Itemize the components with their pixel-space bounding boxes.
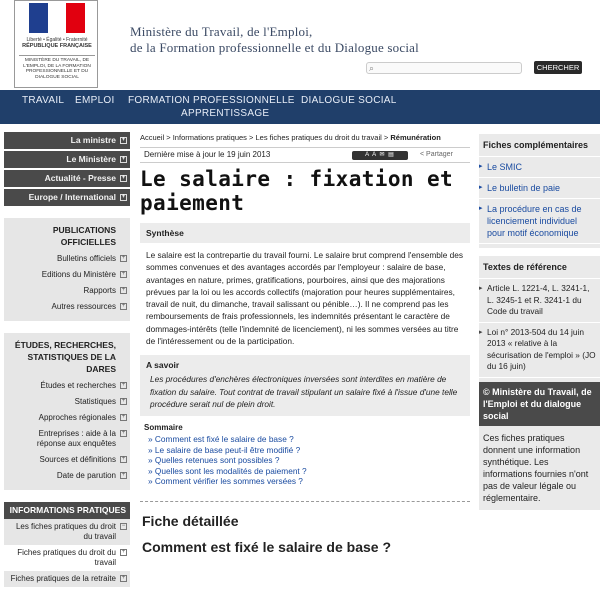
ministry-logo[interactable]: [14, 0, 98, 88]
site-title-line1: Ministère du Travail, de l'Emploi,: [130, 24, 313, 39]
minus-icon: −: [121, 523, 126, 529]
sidebar-item-date-parution[interactable]: [4, 468, 130, 484]
search-icon: ⌕: [369, 63, 375, 73]
sidebar-item-label: Approches régionales: [38, 413, 116, 422]
sidebar-item-fiches-droit[interactable]: [4, 519, 130, 545]
reference-item[interactable]: ▸ Loi n° 2013-504 du 14 juin 2013 « relative à la sécurisation de l'emploi » (JO du 16 juin): [479, 323, 600, 378]
sidebar-item-label: Le Ministère: [66, 154, 116, 164]
sommaire-link[interactable]: » Comment est fixé le salaire de base ?: [148, 434, 294, 445]
sidebar-item-label: Fiches pratiques de la retraite: [10, 574, 116, 583]
sommaire-title: Sommaire: [144, 423, 183, 433]
a-savoir-title: A savoir: [146, 360, 180, 371]
sidebar-item-label: Sources et définitions: [39, 455, 116, 464]
sidebar-item-autres-ressources[interactable]: [4, 299, 130, 315]
sidebar-item-entreprises[interactable]: [4, 426, 130, 452]
search-button[interactable]: CHERCHER: [534, 61, 582, 74]
publications-title: PUBLICATIONS OFFICIELLES: [52, 225, 116, 247]
sidebar-item-label: Fiches pratiques du droit du travail: [17, 548, 116, 567]
sommaire-link[interactable]: » Quelles retenues sont possibles ?: [148, 455, 280, 466]
plus-icon: +: [121, 303, 126, 309]
etudes-title: ÉTUDES, RECHERCHES, STATISTIQUES DE LA DARES: [14, 340, 116, 374]
plus-icon: +: [121, 575, 126, 581]
sommaire-link-label: Comment vérifier les sommes versées ?: [154, 476, 303, 487]
right-sidebar: [479, 134, 600, 510]
sommaire: [140, 422, 470, 487]
search-input[interactable]: [366, 62, 522, 74]
sidebar-item-label: Bulletins officiels: [57, 254, 116, 263]
logo-ministry-name: MINISTÈRE DU TRAVAIL, DE L'EMPLOI, DE LA FORMATION PROFESSIONNELLE ET DU DIALOGUE SOCIAL: [19, 55, 95, 80]
a-savoir-text: Les procédures d'enchères électroniques inversées sont interdites en matière de fixation du salaire. Tout contrat de travail stipulant un salaire fixé à l'issue d'une telle procédure serait nul de plein droit.: [150, 374, 458, 409]
sidebar-item-label: Statistiques: [74, 397, 116, 406]
breadcrumb-path[interactable]: Accueil > Informations pratiques > Les fiches pratiques du droit du travail >: [140, 133, 391, 142]
plus-icon: +: [121, 175, 126, 181]
plus-icon: +: [121, 472, 126, 478]
nav-item-dialogue-social[interactable]: DIALOGUE SOCIAL: [301, 95, 397, 106]
plus-icon: +: [121, 430, 126, 436]
section-heading: Comment est fixé le salaire de base ?: [142, 538, 391, 555]
sommaire-link[interactable]: » Quelles sont les modalités de paiement ?: [148, 465, 307, 476]
main-nav: [0, 90, 600, 124]
sidebar-item-la-ministre[interactable]: [4, 132, 130, 149]
textes-reference: [479, 256, 600, 382]
sidebar-item-label: Études et recherches: [40, 381, 116, 390]
publications-box: [4, 218, 130, 321]
sidebar-item-sources[interactable]: [4, 452, 130, 468]
sidebar-item-label: Rapports: [83, 286, 116, 295]
sidebar-item-rapports[interactable]: [4, 283, 130, 299]
sidebar-item-label: Entreprises : aide à la réponse aux enquêtes: [36, 429, 116, 448]
nav-item-emploi[interactable]: EMPLOI: [75, 95, 115, 106]
plus-icon: +: [121, 137, 126, 143]
share-label: Partager: [426, 151, 453, 158]
sidebar-item-label: Europe / International: [28, 192, 116, 202]
sommaire-link[interactable]: » Le salaire de base peut-il être modifié ?: [148, 444, 301, 455]
sommaire-link-label: Quelles retenues sont possibles ?: [154, 455, 280, 466]
plus-icon: +: [121, 156, 126, 162]
synthese-heading: Synthèse: [140, 223, 470, 243]
link-smic[interactable]: ▸ Le SMIC: [479, 157, 600, 178]
infos-box: [4, 502, 130, 587]
copyright-heading: © Ministère du Travail, de l'Emploi et du dialogue social: [479, 382, 600, 426]
fiches-complementaires-title: Fiches complémentaires: [479, 134, 600, 157]
plus-icon: +: [121, 382, 126, 388]
sidebar-item-label: Actualité - Presse: [44, 173, 116, 183]
site-header: [0, 0, 600, 90]
share-icon: <: [420, 151, 427, 158]
sommaire-link-label: Quelles sont les modalités de paiement ?: [154, 465, 307, 476]
left-sidebar: [4, 132, 130, 587]
plus-icon: +: [121, 194, 126, 200]
fiche-detaillee-heading: Fiche détaillée: [140, 501, 470, 530]
share-button[interactable]: [420, 148, 453, 162]
infos-title: INFORMATIONS PRATIQUES: [4, 502, 130, 519]
text-tools[interactable]: A A ✉ ▤: [352, 151, 408, 160]
plus-icon: +: [121, 255, 126, 261]
flag-blue: [29, 3, 48, 33]
main-content: [140, 132, 470, 556]
nav-item-travail[interactable]: TRAVAIL: [22, 95, 65, 106]
plus-icon: +: [121, 398, 126, 404]
sidebar-item-fiches-pratiques[interactable]: [4, 545, 130, 571]
marianne-flag-icon: [29, 3, 85, 33]
republique-label: [19, 37, 95, 49]
sidebar-item-label: Date de parution: [56, 471, 116, 480]
republique-name: RÉPUBLIQUE FRANÇAISE: [22, 43, 92, 49]
synthese-text: Le salaire est la contrepartie du travail fourni. Le salaire brut comprend l'ensemble des sommes convenues et des avantages accordés par l'employeur : salaire de base, avantages en nature, primes, gratifications, pourboires, ainsi que des majorations prévues par la loi ou les accords collectifs (majoration pour heures supplémentaires, travail de nuit, du dimanche, travail salissant ou pénible…). Il ne comprend pas les remboursements de frais professionnels, les indemnités présentant le caractère de dommages-intérêts (telle l'indemnité de licenciement), ni les sommes versées au titre de l'intéressement ou de la participation.: [146, 250, 464, 347]
a-savoir-box: [140, 355, 470, 416]
sidebar-item-le-ministere[interactable]: [4, 151, 130, 168]
plus-icon: +: [121, 271, 126, 277]
sidebar-item-approches[interactable]: [4, 410, 130, 426]
nav-item-apprentissage[interactable]: APPRENTISSAGE: [181, 108, 270, 119]
fiches-complementaires: [479, 134, 600, 248]
breadcrumb[interactable]: [140, 132, 470, 143]
sidebar-item-bulletins[interactable]: [4, 251, 130, 267]
flag-red: [66, 3, 85, 33]
link-bulletin-paie[interactable]: ▸ Le bulletin de paie: [479, 178, 600, 199]
sommaire-link-label: Le salaire de base peut-il être modifié ?: [154, 444, 301, 455]
last-updated: Dernière mise à jour le 19 juin 2013: [144, 150, 271, 159]
site-title[interactable]: [130, 24, 419, 56]
plus-icon: +: [121, 287, 126, 293]
link-licenciement[interactable]: ▸ La procédure en cas de licenciement individuel pour motif économique: [479, 199, 600, 244]
reference-item[interactable]: ▸ Article L. 1221-4, L. 3241-1, L. 3245-1 et R. 3241-1 du Code du travail: [479, 279, 600, 323]
etudes-box: [4, 333, 130, 490]
article-meta: [140, 147, 470, 163]
flag-white: [48, 3, 67, 33]
sommaire-link[interactable]: » Comment vérifier les sommes versées ?: [148, 476, 303, 487]
sommaire-link-label: Comment est fixé le salaire de base ?: [154, 434, 294, 445]
sidebar-item-label: La ministre: [70, 135, 116, 145]
sidebar-item-etudes[interactable]: [4, 378, 130, 394]
sidebar-item-label: Autres ressources: [51, 302, 116, 311]
sidebar-item-statistiques[interactable]: [4, 394, 130, 410]
sidebar-item-fiches-retraite[interactable]: [4, 571, 130, 587]
site-title-line2: de la Formation professionnelle et du Dialogue social: [130, 40, 419, 55]
copyright-text: Ces fiches pratiques donnent une information synthétique. Les informations fournies n'ont pas de valeur légale ou réglementaire.: [479, 426, 600, 510]
breadcrumb-current: Rémunération: [390, 133, 441, 142]
sidebar-item-actualite-presse[interactable]: [4, 170, 130, 187]
page-title: Le salaire : fixation et paiement: [140, 167, 454, 215]
textes-reference-title: Textes de référence: [479, 256, 600, 279]
plus-icon: +: [121, 549, 126, 555]
sidebar-item-label: Editions du Ministère: [41, 270, 116, 279]
republique-motto: Liberté • Égalité • Fraternité: [26, 37, 88, 43]
plus-icon: +: [121, 414, 126, 420]
plus-icon: +: [121, 456, 126, 462]
sidebar-item-label: Les fiches pratiques du droit du travail: [15, 522, 116, 541]
nav-item-formation[interactable]: FORMATION PROFESSIONNELLE: [128, 95, 295, 106]
sidebar-item-europe-international[interactable]: [4, 189, 130, 206]
sidebar-item-editions[interactable]: [4, 267, 130, 283]
